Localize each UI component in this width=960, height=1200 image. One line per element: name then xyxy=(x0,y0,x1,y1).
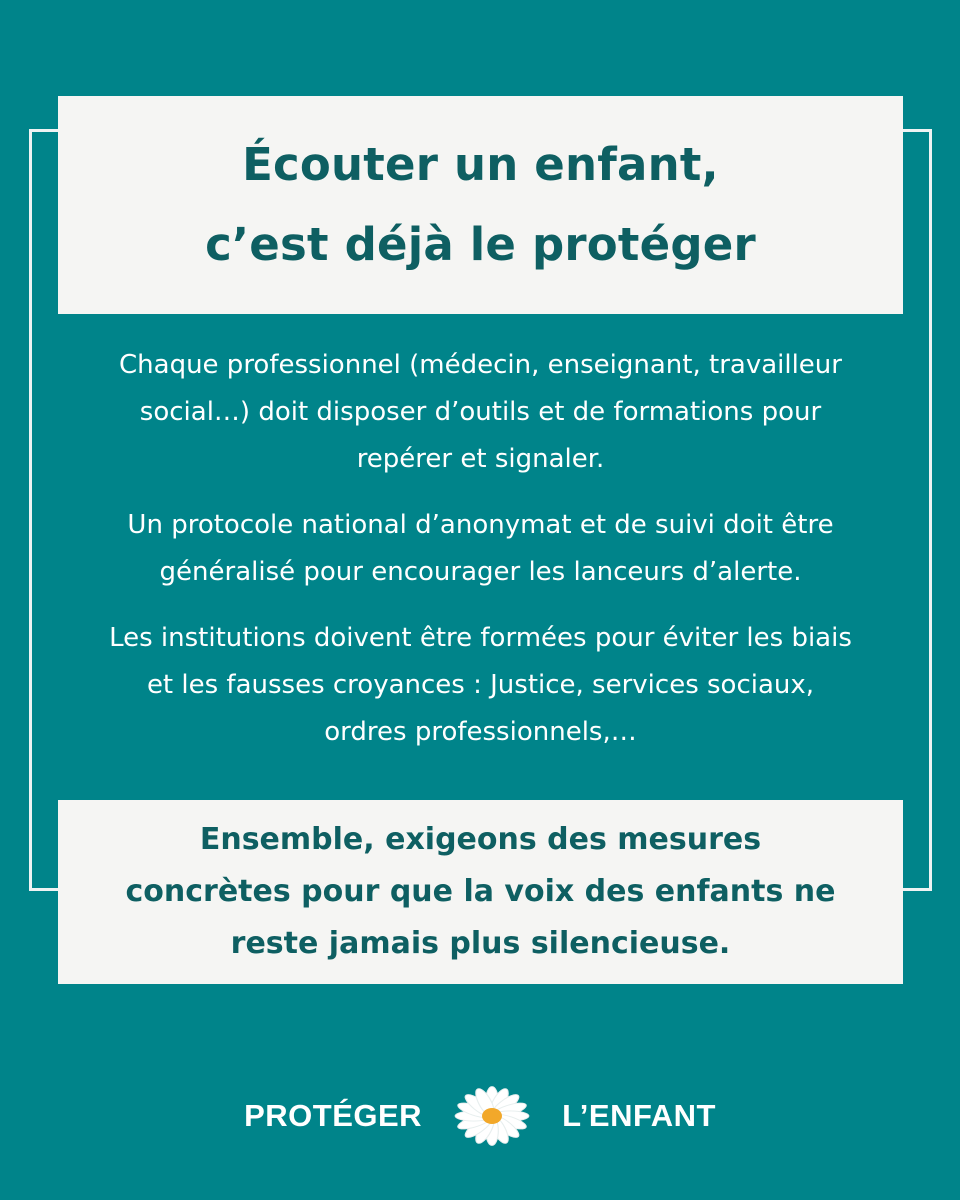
paragraph-line: repérer et signaler. xyxy=(356,444,605,474)
paragraph-line: Chaque professionnel (médecin, enseignant, travailleur xyxy=(119,350,842,380)
paragraph-line: et les fausses croyances : Justice, services sociaux, xyxy=(146,670,815,700)
paragraph-line: Un protocole national d’anonymat et de suivi doit être xyxy=(127,510,834,540)
title-line-1: Écouter un enfant, xyxy=(242,138,719,191)
cta-line-3: reste jamais plus silencieuse. xyxy=(230,926,731,961)
paragraph-protocol xyxy=(58,502,903,596)
daisy-icon xyxy=(448,1080,536,1152)
page-title xyxy=(205,125,756,285)
paragraph-institutions xyxy=(58,615,903,756)
brand-word-left: PROTÉGER xyxy=(244,1098,423,1133)
title-panel xyxy=(58,96,903,314)
cta-line-1: Ensemble, exigeons des mesures xyxy=(199,822,762,857)
paragraph-line: social…) doit disposer d’outils et de formations pour xyxy=(139,397,822,427)
title-line-2: c’est déjà le protéger xyxy=(205,218,756,271)
cta-line-2: concrètes pour que la voix des enfants ne xyxy=(125,874,836,909)
brand-logo xyxy=(0,1080,960,1152)
paragraph-line: généralisé pour encourager les lanceurs d’alerte. xyxy=(159,557,802,587)
paragraph-line: ordres professionnels,… xyxy=(324,717,637,747)
measures-list xyxy=(58,342,903,775)
call-to-action xyxy=(125,814,835,970)
call-to-action-panel xyxy=(58,800,903,984)
paragraph-professionals xyxy=(58,342,903,483)
brand-word-right: L’ENFANT xyxy=(562,1098,716,1133)
paragraph-line: Les institutions doivent être formées pour éviter les biais xyxy=(109,623,852,653)
